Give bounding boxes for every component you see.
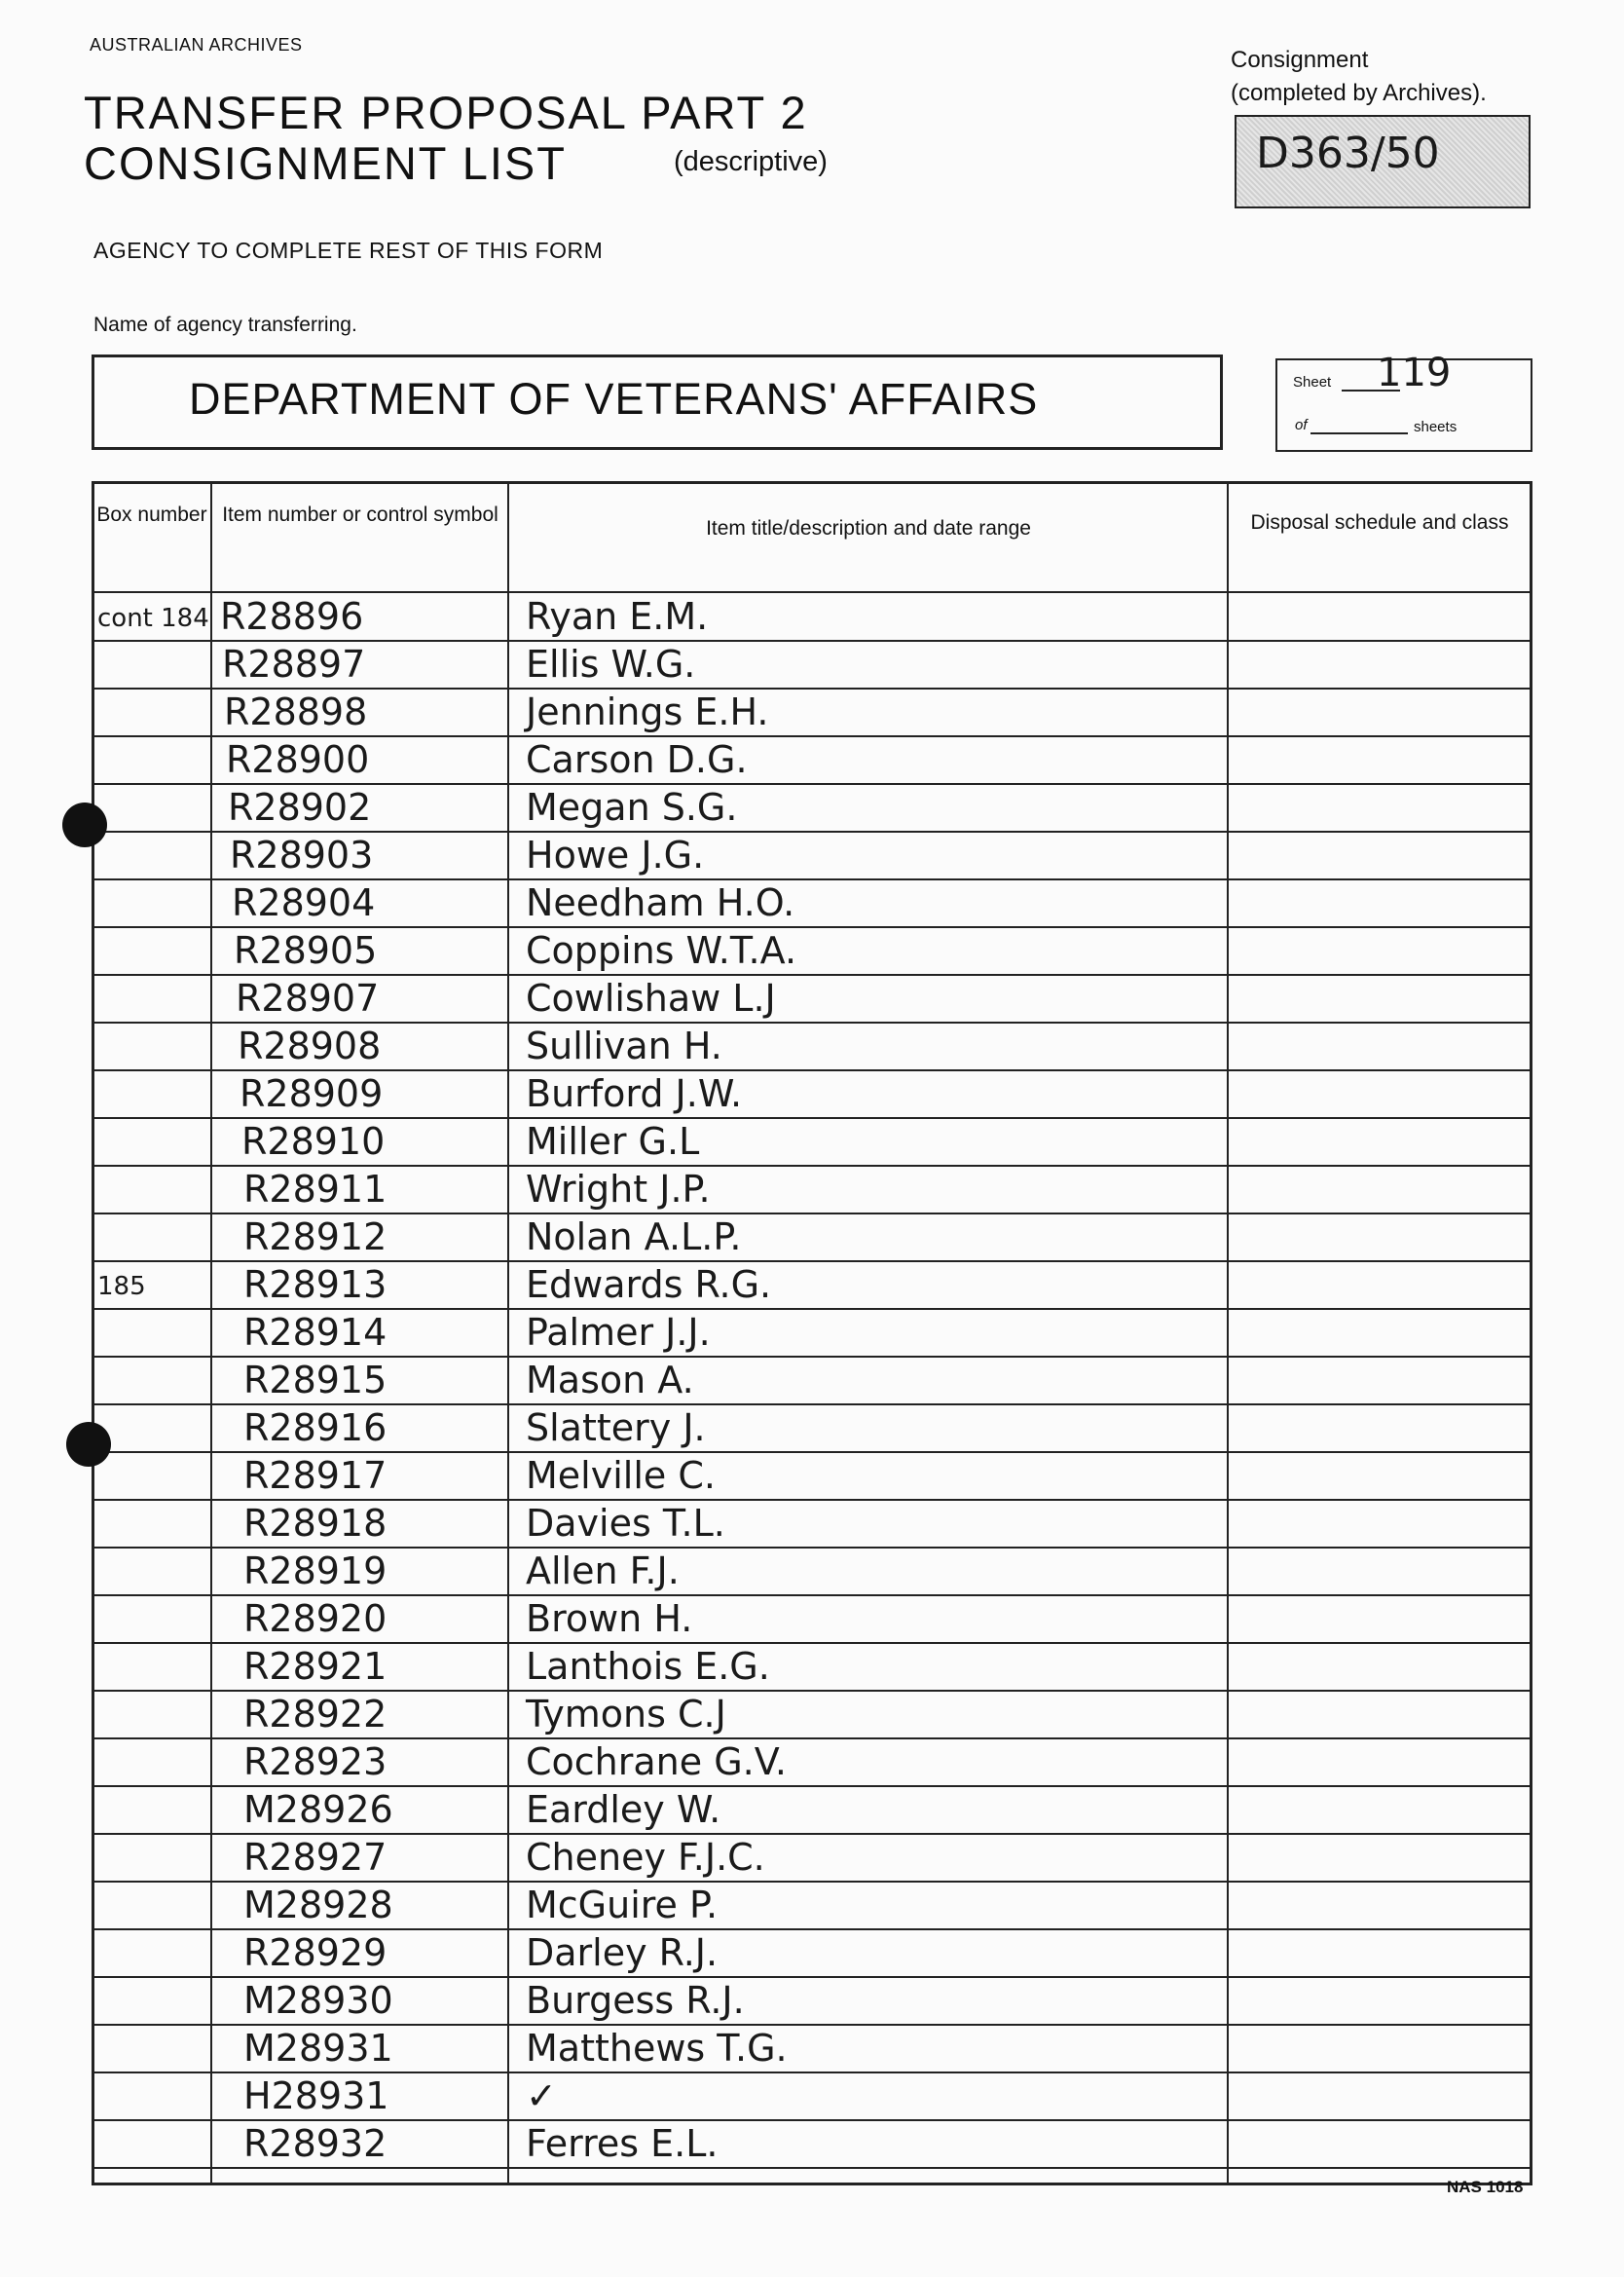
item-number-cell: R28900 [226,738,370,781]
item-number-cell: R28929 [243,1931,388,1974]
item-title-cell: Miller G.L [526,1120,700,1163]
row-divider [92,2072,1532,2073]
item-number-cell: H28931 [243,2074,389,2117]
archives-label: AUSTRALIAN ARCHIVES [90,35,303,55]
row-divider [92,1642,1532,1644]
item-title-cell: Slattery J. [526,1406,706,1449]
item-number-cell: R28905 [234,929,378,972]
item-title-cell: Coppins W.T.A. [526,929,797,972]
row-divider [92,1356,1532,1358]
item-number-cell: R28923 [243,1740,388,1783]
item-number-cell: M28931 [243,2027,393,2070]
header-item-number: Item number or control symbol [222,504,498,526]
row-divider [92,1833,1532,1835]
form-title-line1: TRANSFER PROPOSAL PART 2 [84,87,808,138]
item-number-cell: M28930 [243,1979,393,2022]
item-number-cell: R28916 [243,1406,388,1449]
item-title-cell: Burgess R.J. [526,1979,745,2022]
form-code: NAS 1018 [1447,2178,1524,2196]
item-number-cell: R28932 [243,2122,388,2165]
item-title-cell: ✓ [526,2074,557,2117]
item-number-cell: R28902 [228,786,372,829]
item-number-cell: M28926 [243,1788,393,1831]
item-title-cell: Ryan E.M. [526,595,709,638]
row-divider [92,2119,1532,2121]
item-number-cell: R28908 [238,1025,382,1067]
row-divider [92,974,1532,976]
row-divider [92,1403,1532,1405]
item-title-cell: Cochrane G.V. [526,1740,787,1783]
form-title-subtitle: (descriptive) [674,146,828,177]
sheet-number: 119 [1377,351,1452,395]
item-number-cell: R28915 [243,1359,388,1401]
item-title-cell: Davies T.L. [526,1502,725,1545]
row-divider [92,1165,1532,1167]
item-number-cell: R28918 [243,1502,388,1545]
item-title-cell: Megan S.G. [526,786,738,829]
item-title-cell: Jennings E.H. [526,691,769,733]
item-number-cell: R28911 [243,1168,388,1211]
item-title-cell: Melville C. [526,1454,716,1497]
row-divider [92,640,1532,642]
item-title-cell: Ellis W.G. [526,643,696,686]
form-title-line2: CONSIGNMENT LIST [84,137,567,189]
item-title-cell: Sullivan H. [526,1025,722,1067]
row-divider [92,2024,1532,2026]
sheet-label: Sheet [1293,374,1332,391]
item-title-cell: Ferres E.L. [526,2122,719,2165]
row-divider [92,1451,1532,1453]
consignment-label: Consignment [1231,47,1369,73]
item-number-cell: R28913 [243,1263,388,1306]
row-divider [92,1260,1532,1262]
item-title-cell: Mason A. [526,1359,694,1401]
item-title-cell: Howe J.G. [526,834,705,877]
punch-hole [66,1422,111,1467]
row-divider [92,926,1532,928]
item-number-cell: R28921 [243,1645,388,1688]
item-number-cell: R28909 [240,1072,384,1115]
item-title-cell: Burford J.W. [526,1072,743,1115]
row-divider [92,1785,1532,1787]
item-number-cell: R28907 [236,977,380,1020]
box-number-cell: 185 [97,1272,146,1301]
row-divider [92,2167,1532,2169]
item-number-cell: R28922 [243,1693,388,1736]
row-divider [92,1737,1532,1739]
item-title-cell: McGuire P. [526,1884,719,1926]
item-number-cell: M28928 [243,1884,393,1926]
item-title-cell: Edwards R.G. [526,1263,772,1306]
row-divider [92,1976,1532,1978]
row-divider [92,831,1532,833]
item-number-cell: R28898 [224,691,368,733]
row-divider [92,1022,1532,1024]
row-divider [92,1928,1532,1930]
item-title-cell: Darley R.J. [526,1931,719,1974]
item-title-cell: Eardley W. [526,1788,721,1831]
item-title-cell: Carson D.G. [526,738,748,781]
item-title-cell: Allen F.J. [526,1549,680,1592]
row-divider [92,1117,1532,1119]
item-title-cell: Cheney F.J.C. [526,1836,765,1879]
item-number-cell: R28903 [230,834,374,877]
item-number-cell: R28917 [243,1454,388,1497]
item-title-cell: Needham H.O. [526,881,795,924]
item-title-cell: Matthews T.G. [526,2027,788,2070]
item-title-cell: Brown H. [526,1597,693,1640]
item-number-cell: R28897 [222,643,366,686]
header-box-number: Box number [96,504,207,526]
box-number-cell: cont 184 [97,604,209,633]
item-title-cell: Palmer J.J. [526,1311,711,1354]
row-divider [92,735,1532,737]
item-number-cell: R28910 [241,1120,386,1163]
row-divider [92,878,1532,880]
header-disposal: Disposal schedule and class [1250,511,1509,534]
row-divider [92,1069,1532,1071]
row-divider [92,1499,1532,1501]
sheets-underline [1310,432,1408,434]
header-divider [92,591,1532,593]
row-divider [92,1547,1532,1549]
item-title-cell: Lanthois E.G. [526,1645,770,1688]
consignment-note: (completed by Archives). [1231,80,1487,106]
agency-name: DEPARTMENT OF VETERANS' AFFAIRS [189,374,1039,424]
item-title-cell: Wright J.P. [526,1168,711,1211]
row-divider [92,688,1532,690]
item-number-cell: R28904 [232,881,376,924]
consignment-value: D363/50 [1256,129,1440,178]
row-divider [92,1213,1532,1214]
item-number-cell: R28927 [243,1836,388,1879]
punch-hole [62,803,107,847]
row-divider [92,1881,1532,1883]
item-number-cell: R28896 [220,595,364,638]
of-label: of [1295,417,1308,433]
item-number-cell: R28919 [243,1549,388,1592]
item-number-cell: R28920 [243,1597,388,1640]
header-item-title: Item title/description and date range [706,517,1031,540]
item-title-cell: Nolan A.L.P. [526,1215,742,1258]
sheets-label: sheets [1414,419,1458,435]
row-divider [92,1308,1532,1310]
item-title-cell: Cowlishaw L.J [526,977,776,1020]
agency-name-label: Name of agency transferring. [93,314,357,336]
item-number-cell: R28912 [243,1215,388,1258]
item-title-cell: Tymons C.J [526,1693,726,1736]
row-divider [92,1690,1532,1692]
row-divider [92,783,1532,785]
agency-instruction: AGENCY TO COMPLETE REST OF THIS FORM [93,238,604,263]
row-divider [92,1594,1532,1596]
item-number-cell: R28914 [243,1311,388,1354]
